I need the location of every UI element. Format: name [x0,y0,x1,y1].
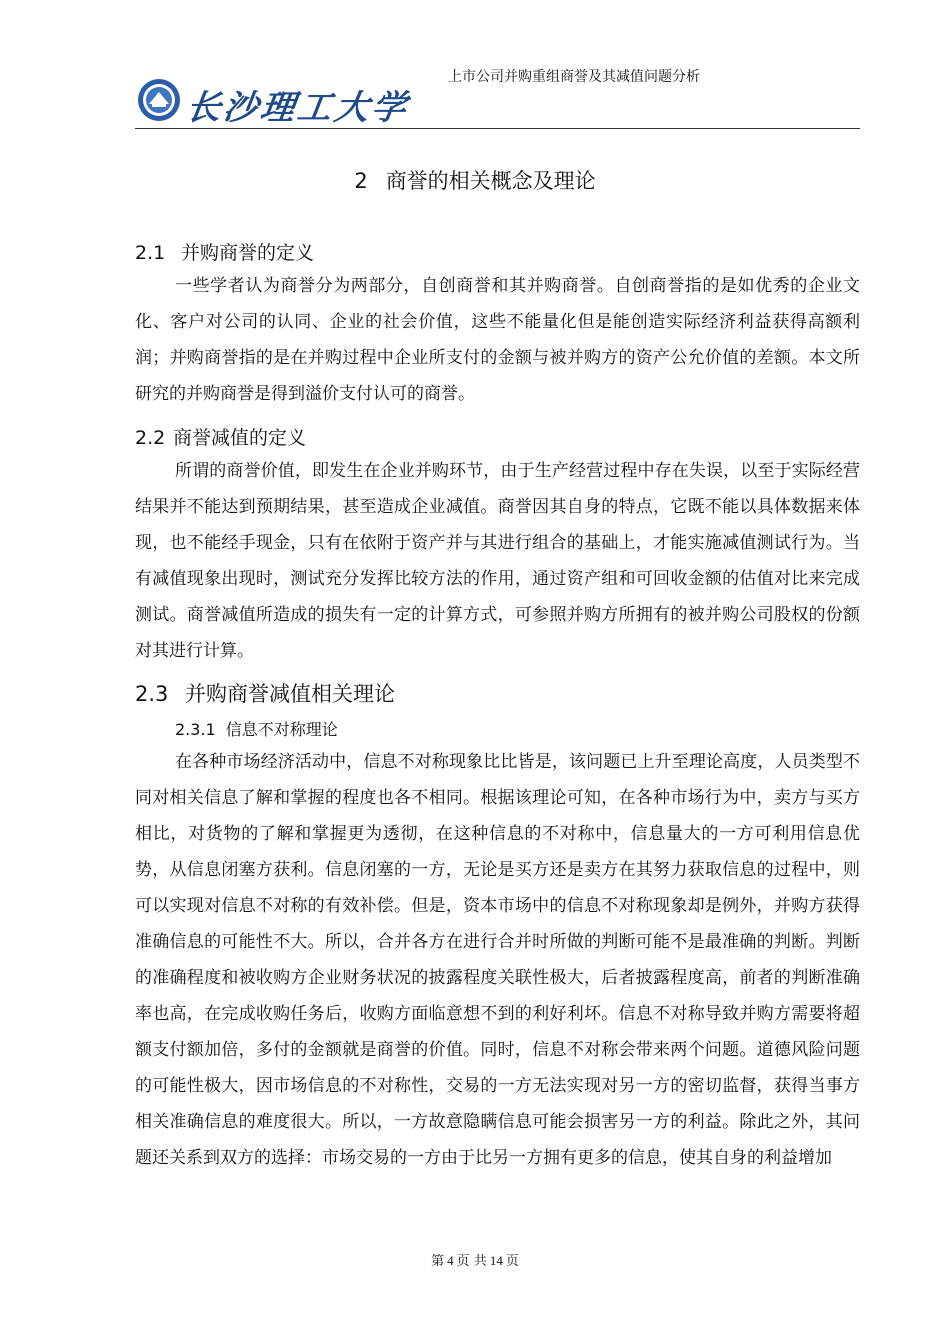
section-number: 2.3 [135,682,169,706]
chapter-heading [0,165,950,195]
footer-middle: 页 共 [456,1254,487,1269]
subsection-heading [175,717,338,740]
section-heading [135,423,306,450]
footer-current-page: 4 [447,1253,454,1268]
section-title: 并购商誉减值相关理论 [185,682,395,706]
section-title: 商誉减值的定义 [173,427,307,449]
section-title: 并购商誉的定义 [181,242,315,264]
subsection-number: 2.3.1 [175,720,216,739]
subsection-paragraph: 在各种市场经济活动中，信息不对称现象比比皆是，该问题已上升至理论高度，人员类型不同对相关信息了解和掌握的程度也各不相同。根据该理论可知，在各种市场行为中，卖方与买方相比，对货物的了解和掌握更为透彻，在这种信息的不对称中，信息量大的一方可利用信息优势，从信息闭塞方获利。信息闭塞的一方，无论是买方还是卖方在其努力获取信息的过程中，则可以实现对信息不对称的有效补偿。但是，资本市场中的信息不对称现象却是例外，并购方获得准确信息的可能性不大。所以，合并各方在进行合并时所做的判断可能不是最准确的判断。判断的准确程度和被收购方企业财务状况的披露程度关联性极大，后者披露程度高，前者的判断准确率也高，在完成收购任务后，收购方面临意想不到的利好利坏。信息不对称导致并购方需要将超额支付额加倍，多付的金额就是商誉的价值。同时，信息不对称会带来两个问题。道德风险问题的可能性极大，因市场信息的不对称性，交易的一方无法实现对另一方的密切监督，获得当事方相关准确信息的难度很大。所以，一方故意隐瞒信息可能会损害另一方的利益。除此之外，其问题还关系到双方的选择：市场交易的一方由于比另一方拥有更多的信息，使其自身的利益增加 [135,752,860,1168]
university-logo-text: 长沙理工大学 [183,88,412,128]
page-footer [0,1250,950,1269]
section-heading [135,678,395,708]
page-header [135,60,860,129]
subsection-title: 信息不对称理论 [225,720,338,739]
chapter-title: 商誉的相关概念及理论 [385,169,596,193]
footer-total-pages: 14 [489,1253,503,1268]
university-seal-icon [137,78,181,122]
section-heading [135,238,314,265]
footer-prefix: 第 [431,1254,445,1269]
section-paragraph: 所谓的商誉价值，即发生在企业并购环节，由于生产经营过程中存在失误，以至于实际经营结果并不能达到预期结果，甚至造成企业减值。商誉因其自身的特点，它既不能以具体数据来体现，也不能经手现金，只有在依附于资产并与其进行组合的基础上，才能实施减值测试行为。当有减值现象出现时，测试充分发挥比较方法的作用，通过资产组和可回收金额的估值对比来完成测试。商誉减值所造成的损失有一定的计算方式，可参照并购方所拥有的被并购公司股权的份额对其进行计算。 [135,461,860,661]
section-number: 2.1 [135,242,166,264]
footer-suffix: 页 [505,1254,519,1269]
chapter-number: 2 [354,169,368,193]
section-paragraph: 一些学者认为商誉分为两部分，自创商誉和其并购商誉。自创商誉指的是如优秀的企业文化、客户对公司的认同、企业的社会价值，这些不能量化但是能创造实际经济利益获得高额利润；并购商誉指的是在并购过程中企业所支付的金额与被并购方的资产公允价值的差额。本文所研究的并购商誉是得到溢价支付认可的商誉。 [135,276,860,404]
section-number: 2.2 [135,427,166,449]
running-header-title: 上市公司并购重组商誉及其减值问题分析 [448,69,700,85]
